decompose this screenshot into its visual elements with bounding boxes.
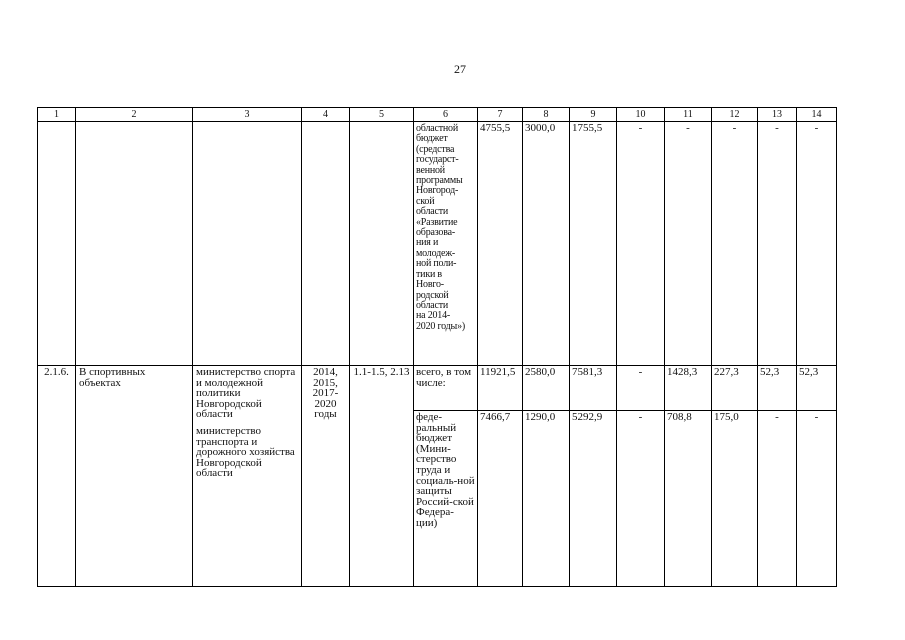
header-cell: 4: [302, 108, 350, 122]
value-cell: 175,0: [712, 411, 758, 587]
header-cell: 7: [478, 108, 523, 122]
source-line: «Развитие: [416, 216, 458, 228]
value-cell: -: [797, 411, 837, 587]
value-cell: -: [665, 122, 712, 366]
value-cell: 1428,3: [665, 366, 712, 411]
executor-1: министерство спорта и молодежной политики Новгородской области: [196, 366, 296, 421]
value-cell: -: [758, 122, 797, 366]
executors-cell: [193, 366, 302, 587]
value-cell: -: [797, 122, 837, 366]
source-line: тики в: [416, 268, 442, 280]
header-cell: 8: [523, 108, 570, 122]
empty-cell: [76, 122, 193, 366]
header-cell: 9: [570, 108, 617, 122]
header-row: [38, 108, 837, 122]
header-cell: 3: [193, 108, 302, 122]
empty-cell: [350, 122, 414, 366]
value-cell: 11921,5: [478, 366, 523, 411]
header-cell: 13: [758, 108, 797, 122]
source-line: 2020 годы»): [416, 320, 466, 332]
source-line: программы: [416, 175, 463, 187]
budget-table: [37, 107, 837, 587]
source-line: ния и: [416, 237, 439, 249]
header-cell: 10: [617, 108, 665, 122]
source-line: ной поли-: [416, 258, 457, 270]
source-line: ской: [416, 195, 435, 207]
executor-2: министерство транспорта и дорожного хозяйства Новгородской области: [196, 424, 295, 480]
row-number: 2.1.6.: [38, 366, 76, 587]
value-cell: 1290,0: [523, 411, 570, 587]
years-cell: 2014, 2015, 2017-2020 годы: [302, 366, 350, 587]
value-cell: 7466,7: [478, 411, 523, 587]
empty-cell: [193, 122, 302, 366]
source-line: областной: [416, 123, 458, 134]
value-cell: -: [712, 122, 758, 366]
value-cell: 2580,0: [523, 366, 570, 411]
continuation-row: [38, 122, 837, 366]
funding-source-cell: [414, 122, 478, 366]
value-cell: -: [617, 122, 665, 366]
source-line: Новго-: [416, 279, 444, 291]
value-cell: 3000,0: [523, 122, 570, 366]
value-cell: 52,3: [758, 366, 797, 411]
value-cell: 7581,3: [570, 366, 617, 411]
header-cell: 1: [38, 108, 76, 122]
header-cell: 14: [797, 108, 837, 122]
source-line: области: [416, 206, 449, 218]
source-line: бюджет: [416, 133, 448, 145]
header-cell: 11: [665, 108, 712, 122]
value-cell: -: [758, 411, 797, 587]
empty-cell: [38, 122, 76, 366]
header-cell: 6: [414, 108, 478, 122]
value-cell: -: [617, 366, 665, 411]
header-cell: 5: [350, 108, 414, 122]
source-line: родской: [416, 289, 449, 301]
value-cell: 52,3: [797, 366, 837, 411]
value-cell: 708,8: [665, 411, 712, 587]
value-cell: 5292,9: [570, 411, 617, 587]
empty-cell: [302, 122, 350, 366]
page-number: 27: [454, 62, 466, 76]
source-line: венной: [416, 164, 445, 176]
header-cell: 2: [76, 108, 193, 122]
source-line: области: [416, 299, 449, 311]
source-line: молодеж-: [416, 247, 456, 259]
source-line: государст-: [416, 154, 459, 166]
source-line: на 2014-: [416, 310, 451, 322]
header-cell: 12: [712, 108, 758, 122]
value-cell: 227,3: [712, 366, 758, 411]
federal-source: феде-ральный бюджет (Мини-стерство труда и социаль-ной защиты Россий-ской Федера-ции): [414, 411, 478, 587]
value-cell: 4755,5: [478, 122, 523, 366]
row-name: В спортивных объектах: [76, 366, 193, 587]
targets-cell: 1.1-1.5, 2.13: [350, 366, 414, 587]
total-label: всего, в том числе:: [414, 366, 478, 411]
source-line: Новгород-: [416, 185, 459, 197]
table-row: [38, 366, 837, 411]
source-line: образова-: [416, 227, 455, 239]
value-cell: -: [617, 411, 665, 587]
source-line: (средства: [416, 143, 455, 155]
value-cell: 1755,5: [570, 122, 617, 366]
